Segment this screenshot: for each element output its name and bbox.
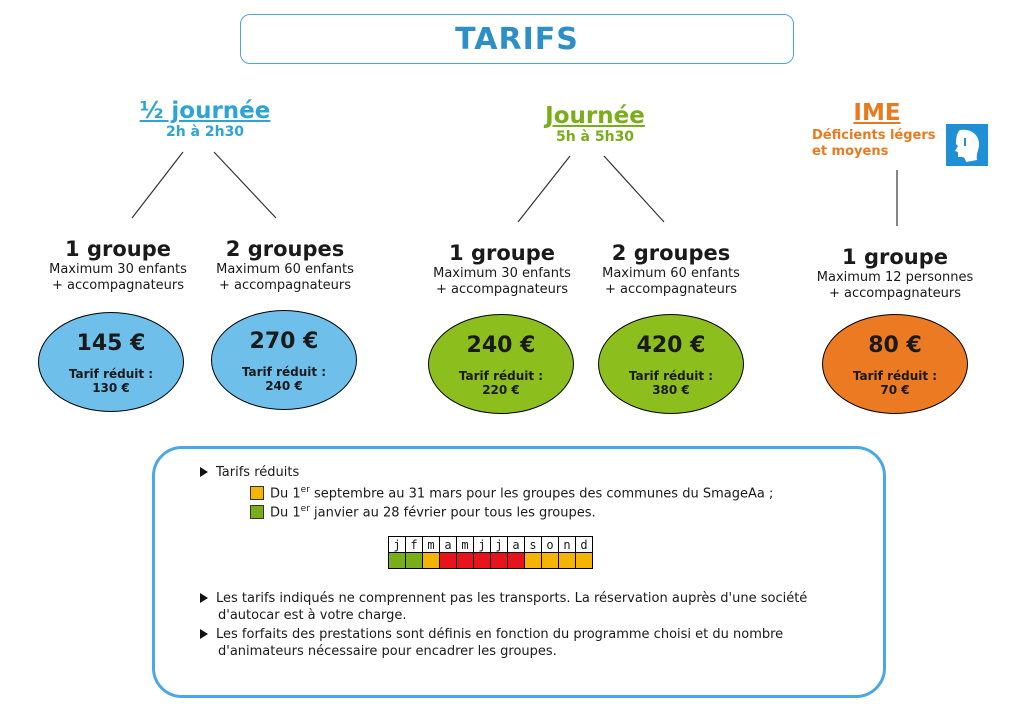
month-color-cell [525, 553, 542, 569]
category-title: IME [853, 100, 901, 126]
reduced-item-2 [250, 501, 850, 521]
reduced-item-prefix: Du 1 [270, 505, 301, 521]
bullet-transport [200, 590, 880, 624]
reduced-label: Tarif réduit : [458, 369, 544, 383]
page-title: TARIFS [455, 22, 579, 57]
bullet-text: Les tarifs indiqués ne comprennent pas les transports. La réservation auprès d'une société [216, 591, 808, 606]
group-full-day-1 [422, 240, 582, 298]
reduced-item-text: janvier au 28 février pour tous les groupes. [309, 505, 596, 521]
reduced-item-text: septembre au 31 mars pour les groupes des communes du SmageAa ; [309, 486, 774, 502]
color-swatch [250, 505, 264, 519]
month-label: a [440, 537, 457, 553]
group-extra: + accompagnateurs [51, 278, 185, 293]
price: 80 € [868, 333, 922, 358]
month-label: a [508, 537, 525, 553]
group-max: Maximum 30 enfants [433, 266, 571, 281]
month-color-cell [457, 553, 474, 569]
group-max: Maximum 60 enfants [602, 266, 740, 281]
month-label: f [406, 537, 423, 553]
month-label: s [525, 537, 542, 553]
month-label: j [491, 537, 508, 553]
group-max: Maximum 60 enfants [216, 262, 354, 277]
price: 420 € [636, 333, 706, 358]
bullet-reduced-rates [200, 464, 840, 481]
month-color-cell [542, 553, 559, 569]
reduced-price: 220 € [482, 383, 520, 397]
bullet-text: Tarifs réduits [216, 465, 300, 480]
month-label: o [542, 537, 559, 553]
group-name: 2 groupes [611, 241, 731, 265]
group-extra: + accompagnateurs [604, 282, 738, 297]
month-label: n [559, 537, 576, 553]
month-label: j [474, 537, 491, 553]
reduced-price: 70 € [880, 383, 910, 397]
reduced-item-sup: er [300, 504, 310, 514]
group-max: Maximum 30 enfants [49, 262, 187, 277]
category-title: Journée [545, 103, 645, 129]
price-oval [38, 312, 184, 412]
triangle-bullet-icon [200, 629, 208, 639]
price-oval [822, 314, 968, 414]
reduced-label: Tarif réduit : [241, 365, 327, 379]
group-name: 2 groupes [225, 237, 345, 261]
month-color-cell [491, 553, 508, 569]
reduced-item-prefix: Du 1 [270, 486, 301, 502]
month-label: j [389, 537, 406, 553]
month-color-cell [423, 553, 440, 569]
bullet-packages [200, 626, 880, 660]
reduced-item-1 [250, 482, 850, 502]
month-color-cell [559, 553, 576, 569]
group-half-day-2 [204, 236, 366, 294]
price-oval [428, 314, 574, 414]
price: 270 € [249, 329, 319, 354]
month-calendar [388, 536, 593, 569]
group-extra: + accompagnateurs [435, 282, 569, 297]
bullet-text: Les forfaits des prestations sont définis en fonction du programme choisi et du nombre [216, 627, 784, 642]
category-subtitle-line: et moyens [812, 144, 889, 159]
group-ime-1 [806, 244, 984, 302]
month-color-cell [440, 553, 457, 569]
reduced-label: Tarif réduit : [852, 369, 938, 383]
reduced-price: 130 € [92, 381, 130, 395]
price-oval [211, 310, 357, 410]
group-name: 1 groupe [449, 241, 555, 265]
reduced-label: Tarif réduit : [68, 367, 154, 381]
month-label: m [423, 537, 440, 553]
category-title: ½ journée [139, 98, 271, 124]
triangle-bullet-icon [200, 593, 208, 603]
color-swatch [250, 486, 264, 500]
group-max: Maximum 12 personnes [816, 270, 974, 285]
category-subtitle-line: Déficients légers [812, 128, 936, 143]
reduced-price: 380 € [652, 383, 690, 397]
month-label: m [457, 537, 474, 553]
bullet-text: d'animateurs nécessaire pour encadrer les groupes. [218, 644, 557, 659]
reduced-price: 240 € [265, 379, 303, 393]
group-full-day-2 [590, 240, 752, 298]
category-subtitle: 5h à 5h30 [555, 129, 635, 145]
group-extra: + accompagnateurs [828, 286, 962, 301]
group-extra: + accompagnateurs [218, 278, 352, 293]
triangle-bullet-icon [200, 467, 208, 477]
month-colors-row [389, 553, 593, 569]
group-name: 1 groupe [842, 245, 948, 269]
month-color-cell [576, 553, 593, 569]
month-color-cell [508, 553, 525, 569]
category-subtitle: 2h à 2h30 [165, 124, 245, 140]
month-color-cell [406, 553, 423, 569]
group-name: 1 groupe [65, 237, 171, 261]
month-table [388, 536, 593, 569]
price: 145 € [76, 331, 146, 356]
bullet-text: d'autocar est à votre charge. [218, 608, 407, 623]
month-label: d [576, 537, 593, 553]
price-oval [598, 314, 744, 414]
reduced-item-sup: er [300, 485, 310, 495]
month-color-cell [389, 553, 406, 569]
month-color-cell [474, 553, 491, 569]
reduced-label: Tarif réduit : [628, 369, 714, 383]
group-half-day-1 [38, 236, 198, 294]
month-labels-row [389, 537, 593, 553]
price: 240 € [466, 333, 536, 358]
